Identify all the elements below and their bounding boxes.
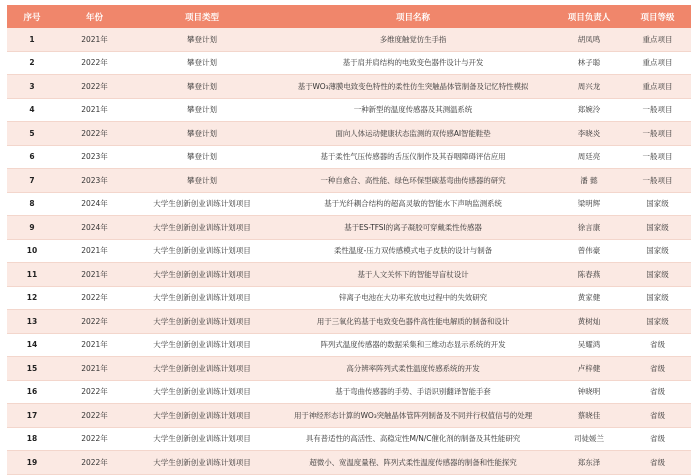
col-header-level: 项目等级	[624, 5, 691, 28]
cell-level: 一般项目	[624, 169, 691, 193]
cell-no: 1	[7, 28, 57, 51]
cell-no: 5	[7, 122, 57, 146]
table-row	[7, 239, 691, 263]
col-header-lead: 项目负责人	[554, 5, 624, 28]
cell-type: 大学生创新创业训练计划项目	[132, 404, 272, 428]
cell-level: 省级	[624, 404, 691, 428]
cell-level: 一般项目	[624, 122, 691, 146]
cell-lead: 司徒媛兰	[554, 427, 624, 451]
cell-no: 6	[7, 145, 57, 169]
cell-name: 多维度触觉仿生手指	[272, 28, 554, 51]
cell-lead: 徐言康	[554, 216, 624, 240]
cell-level: 重点项目	[624, 28, 691, 51]
col-header-type: 项目类型	[132, 5, 272, 28]
cell-no: 18	[7, 427, 57, 451]
cell-no: 8	[7, 192, 57, 216]
cell-name: 具有普适性的高活性、高稳定性M/N/C催化剂的制备及其性能研究	[272, 427, 554, 451]
cell-level: 国家级	[624, 263, 691, 287]
table-row	[7, 51, 691, 75]
cell-year: 2022年	[57, 122, 132, 146]
cell-lead: 梁明辉	[554, 192, 624, 216]
cell-type: 攀登计划	[132, 122, 272, 146]
table-row	[7, 75, 691, 99]
cell-type: 大学生创新创业训练计划项目	[132, 192, 272, 216]
table-row	[7, 380, 691, 404]
cell-lead: 周廷亮	[554, 145, 624, 169]
cell-lead: 卢梓健	[554, 357, 624, 381]
cell-type: 大学生创新创业训练计划项目	[132, 380, 272, 404]
cell-level: 省级	[624, 380, 691, 404]
cell-lead: 蔡晓佳	[554, 404, 624, 428]
cell-level: 国家级	[624, 310, 691, 334]
cell-level: 省级	[624, 427, 691, 451]
cell-lead: 吴耀鸿	[554, 333, 624, 357]
cell-name: 基于ES-TFSI的离子凝胶可穿戴柔性传感器	[272, 216, 554, 240]
col-header-no: 序号	[7, 5, 57, 28]
table-row	[7, 286, 691, 310]
cell-year: 2022年	[57, 310, 132, 334]
cell-year: 2021年	[57, 28, 132, 51]
table-body	[7, 28, 691, 474]
cell-no: 19	[7, 451, 57, 475]
cell-lead: 曾伟豪	[554, 239, 624, 263]
cell-year: 2023年	[57, 169, 132, 193]
cell-year: 2022年	[57, 404, 132, 428]
table-row	[7, 333, 691, 357]
cell-lead: 李晓炎	[554, 122, 624, 146]
cell-year: 2022年	[57, 75, 132, 99]
cell-name: 高分辨率阵列式柔性温度传感系统的开发	[272, 357, 554, 381]
cell-lead: 郑婉泠	[554, 98, 624, 122]
cell-no: 11	[7, 263, 57, 287]
cell-year: 2021年	[57, 333, 132, 357]
cell-name: 基于柔性气压传感器的舌压仪制作及其吞咽障碍评估应用	[272, 145, 554, 169]
cell-level: 省级	[624, 357, 691, 381]
cell-lead: 陈春燕	[554, 263, 624, 287]
cell-no: 4	[7, 98, 57, 122]
cell-year: 2021年	[57, 263, 132, 287]
table-row	[7, 357, 691, 381]
cell-name: 基于光纤耦合结构的超高灵敏的智能水下声呐监测系统	[272, 192, 554, 216]
cell-level: 国家级	[624, 192, 691, 216]
cell-no: 2	[7, 51, 57, 75]
cell-no: 17	[7, 404, 57, 428]
table-row	[7, 427, 691, 451]
cell-year: 2021年	[57, 98, 132, 122]
cell-year: 2023年	[57, 145, 132, 169]
cell-year: 2024年	[57, 192, 132, 216]
cell-lead: 胡凤鸣	[554, 28, 624, 51]
cell-name: 基于弯曲传感器的手势、手语识别翻译智能手套	[272, 380, 554, 404]
cell-name: 一种新型的温度传感器及其测温系统	[272, 98, 554, 122]
cell-level: 省级	[624, 333, 691, 357]
cell-type: 大学生创新创业训练计划项目	[132, 333, 272, 357]
table-row	[7, 404, 691, 428]
table-row	[7, 263, 691, 287]
cell-lead: 黄家健	[554, 286, 624, 310]
cell-lead: 钟晓明	[554, 380, 624, 404]
cell-year: 2022年	[57, 286, 132, 310]
cell-no: 13	[7, 310, 57, 334]
cell-type: 攀登计划	[132, 169, 272, 193]
cell-year: 2022年	[57, 51, 132, 75]
cell-type: 攀登计划	[132, 98, 272, 122]
cell-lead: 林子聪	[554, 51, 624, 75]
project-table	[7, 5, 691, 475]
table-row	[7, 169, 691, 193]
cell-name: 基于人文关怀下的智能导盲杖设计	[272, 263, 554, 287]
cell-type: 大学生创新创业训练计划项目	[132, 263, 272, 287]
table-row	[7, 216, 691, 240]
cell-no: 7	[7, 169, 57, 193]
cell-type: 大学生创新创业训练计划项目	[132, 286, 272, 310]
cell-level: 国家级	[624, 216, 691, 240]
cell-name: 柔性温度-压力双传感模式电子皮肤的设计与制备	[272, 239, 554, 263]
table-row	[7, 451, 691, 475]
cell-type: 大学生创新创业训练计划项目	[132, 310, 272, 334]
cell-no: 14	[7, 333, 57, 357]
cell-lead: 潘 懿	[554, 169, 624, 193]
table-row	[7, 122, 691, 146]
cell-type: 大学生创新创业训练计划项目	[132, 357, 272, 381]
cell-year: 2022年	[57, 427, 132, 451]
cell-no: 12	[7, 286, 57, 310]
cell-type: 攀登计划	[132, 145, 272, 169]
cell-level: 一般项目	[624, 98, 691, 122]
cell-type: 大学生创新创业训练计划项目	[132, 216, 272, 240]
cell-name: 基于肩并肩结构的电致变色器件设计与开发	[272, 51, 554, 75]
cell-type: 大学生创新创业训练计划项目	[132, 427, 272, 451]
table-row	[7, 192, 691, 216]
cell-year: 2022年	[57, 451, 132, 475]
cell-level: 重点项目	[624, 75, 691, 99]
cell-no: 15	[7, 357, 57, 381]
cell-name: 锌离子电池在大功率充放电过程中的失效研究	[272, 286, 554, 310]
cell-no: 9	[7, 216, 57, 240]
cell-name: 超微小、宽温度量程、阵列式柔性温度传感器的制备和性能探究	[272, 451, 554, 475]
cell-lead: 黄树灿	[554, 310, 624, 334]
cell-level: 一般项目	[624, 145, 691, 169]
cell-year: 2021年	[57, 357, 132, 381]
cell-year: 2022年	[57, 380, 132, 404]
table-row	[7, 310, 691, 334]
cell-lead: 周兴龙	[554, 75, 624, 99]
cell-level: 国家级	[624, 239, 691, 263]
cell-name: 基于WO₃薄膜电致变色特性的柔性仿生突触晶体管制备及记忆特性模拟	[272, 75, 554, 99]
cell-lead: 郑东泽	[554, 451, 624, 475]
cell-no: 3	[7, 75, 57, 99]
cell-type: 攀登计划	[132, 51, 272, 75]
col-header-year: 年份	[57, 5, 132, 28]
table-header-row	[7, 5, 691, 28]
cell-year: 2024年	[57, 216, 132, 240]
cell-name: 一种自愈合、高性能、绿色环保型碳基弯曲传感器的研究	[272, 169, 554, 193]
cell-name: 阵列式温度传感器的数据采集和三维动态显示系统的开发	[272, 333, 554, 357]
cell-name: 面向人体运动健康状态监测的双传感AI智能鞋垫	[272, 122, 554, 146]
cell-type: 大学生创新创业训练计划项目	[132, 451, 272, 475]
table-row	[7, 145, 691, 169]
cell-name: 用于三氧化钨基于电致变色器件高性能电解质的制备和设计	[272, 310, 554, 334]
cell-type: 攀登计划	[132, 75, 272, 99]
cell-level: 重点项目	[624, 51, 691, 75]
col-header-name: 项目名称	[272, 5, 554, 28]
table-row	[7, 98, 691, 122]
cell-type: 大学生创新创业训练计划项目	[132, 239, 272, 263]
cell-level: 省级	[624, 451, 691, 475]
cell-year: 2021年	[57, 239, 132, 263]
cell-level: 国家级	[624, 286, 691, 310]
table-row	[7, 28, 691, 51]
cell-no: 10	[7, 239, 57, 263]
cell-no: 16	[7, 380, 57, 404]
cell-type: 攀登计划	[132, 28, 272, 51]
cell-name: 用于神经形态计算的WO₃突触晶体管阵列制备及不同并行权值信号的处理	[272, 404, 554, 428]
